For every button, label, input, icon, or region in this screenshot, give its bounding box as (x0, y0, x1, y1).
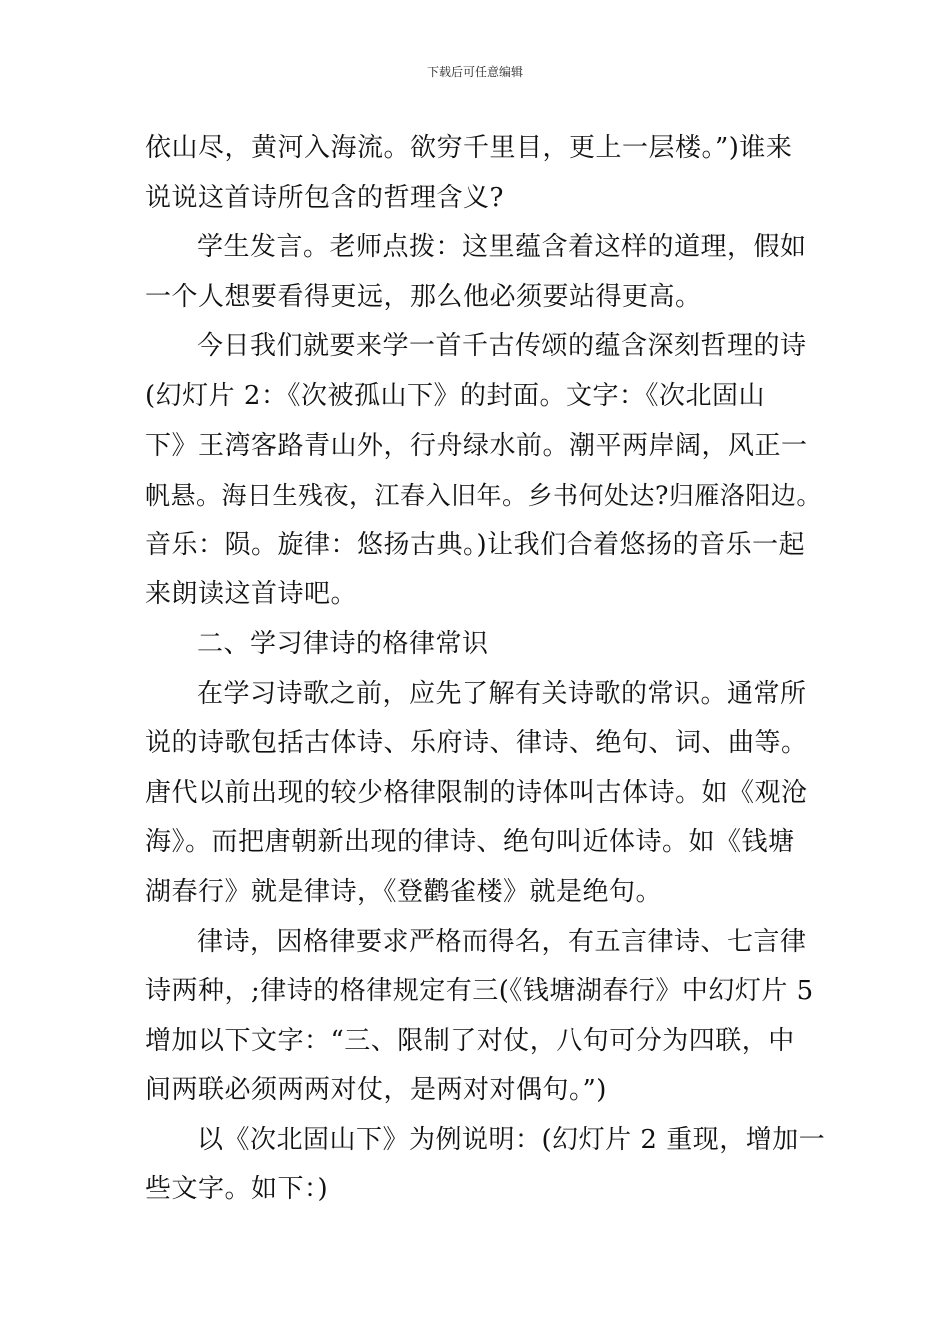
text-line: 以《次北固山下》为例说明：(幻灯片 2 重现，增加一 (197, 1124, 826, 1155)
text-line: 湖春行》就是律诗，《登鹳雀楼》就是绝句。 (145, 876, 663, 907)
text-line: 间两联必须两两对仗，是两对对偶句。”) (145, 1075, 607, 1106)
text-line: 依山尽，黄河入海流。欲穷千里目，更上一层楼。”)谁来 (145, 133, 793, 163)
section-heading (145, 620, 825, 670)
text-line: 学生发言。老师点拨：这里蕴含着这样的道理，假如 (197, 232, 807, 263)
page-header-note: 下载后可任意编辑 (426, 65, 523, 79)
text-line: 帆悬。海日生残夜，江春入旧年。乡书何处达?归雁洛阳边。 (145, 481, 822, 511)
paragraph-6 (145, 1116, 825, 1215)
text-line: (幻灯片 2：《次被孤山下》的封面。文字：《次北固山 (145, 380, 765, 411)
paragraph-5 (145, 918, 825, 1116)
text-line: 说的诗歌包括古体诗、乐府诗、律诗、绝句、词、曲等。 (145, 728, 808, 759)
text-line: 诗两种，;律诗的格律规定有三(《钱塘湖春行》中幻灯片 5 (145, 976, 814, 1007)
heading-line: 二、学习律诗的格律常识 (197, 628, 489, 659)
text-line: 下》王湾客路青山外，行舟绿水前。潮平两岸阔，风正一 (145, 430, 808, 461)
paragraph-1 (145, 124, 825, 223)
text-line: 音乐：陨。旋律：悠扬古典。)让我们合着悠扬的音乐一起 (145, 529, 806, 560)
text-line: 来朗读这首诗吧。 (145, 579, 358, 610)
document-body (145, 124, 825, 1215)
paragraph-3 (145, 322, 825, 620)
text-line: 些文字。如下：) (145, 1174, 329, 1205)
text-line: 一个人想要看得更远，那么他必须要站得更高。 (145, 281, 702, 312)
text-line: 海》。而把唐朝新出现的律诗、绝句叫近体诗。如《钱塘 (145, 827, 795, 858)
paragraph-2 (145, 223, 825, 322)
text-line: 增加以下文字：“三、限制了对仗，八句可分为四联，中 (145, 1025, 795, 1056)
paragraph-4 (145, 670, 825, 918)
text-line: 说说这首诗所包含的哲理含义? (145, 182, 504, 213)
text-line: 今日我们就要来学一首千古传颂的蕴含深刻哲理的诗 (197, 331, 807, 362)
text-line: 唐代以前出现的较少格律限制的诗体叫古体诗。如《观沧 (145, 777, 808, 808)
text-line: 在学习诗歌之前，应先了解有关诗歌的常识。通常所 (197, 678, 807, 709)
text-line: 律诗，因格律要求严格而得名，有五言律诗、七言律 (197, 926, 807, 957)
